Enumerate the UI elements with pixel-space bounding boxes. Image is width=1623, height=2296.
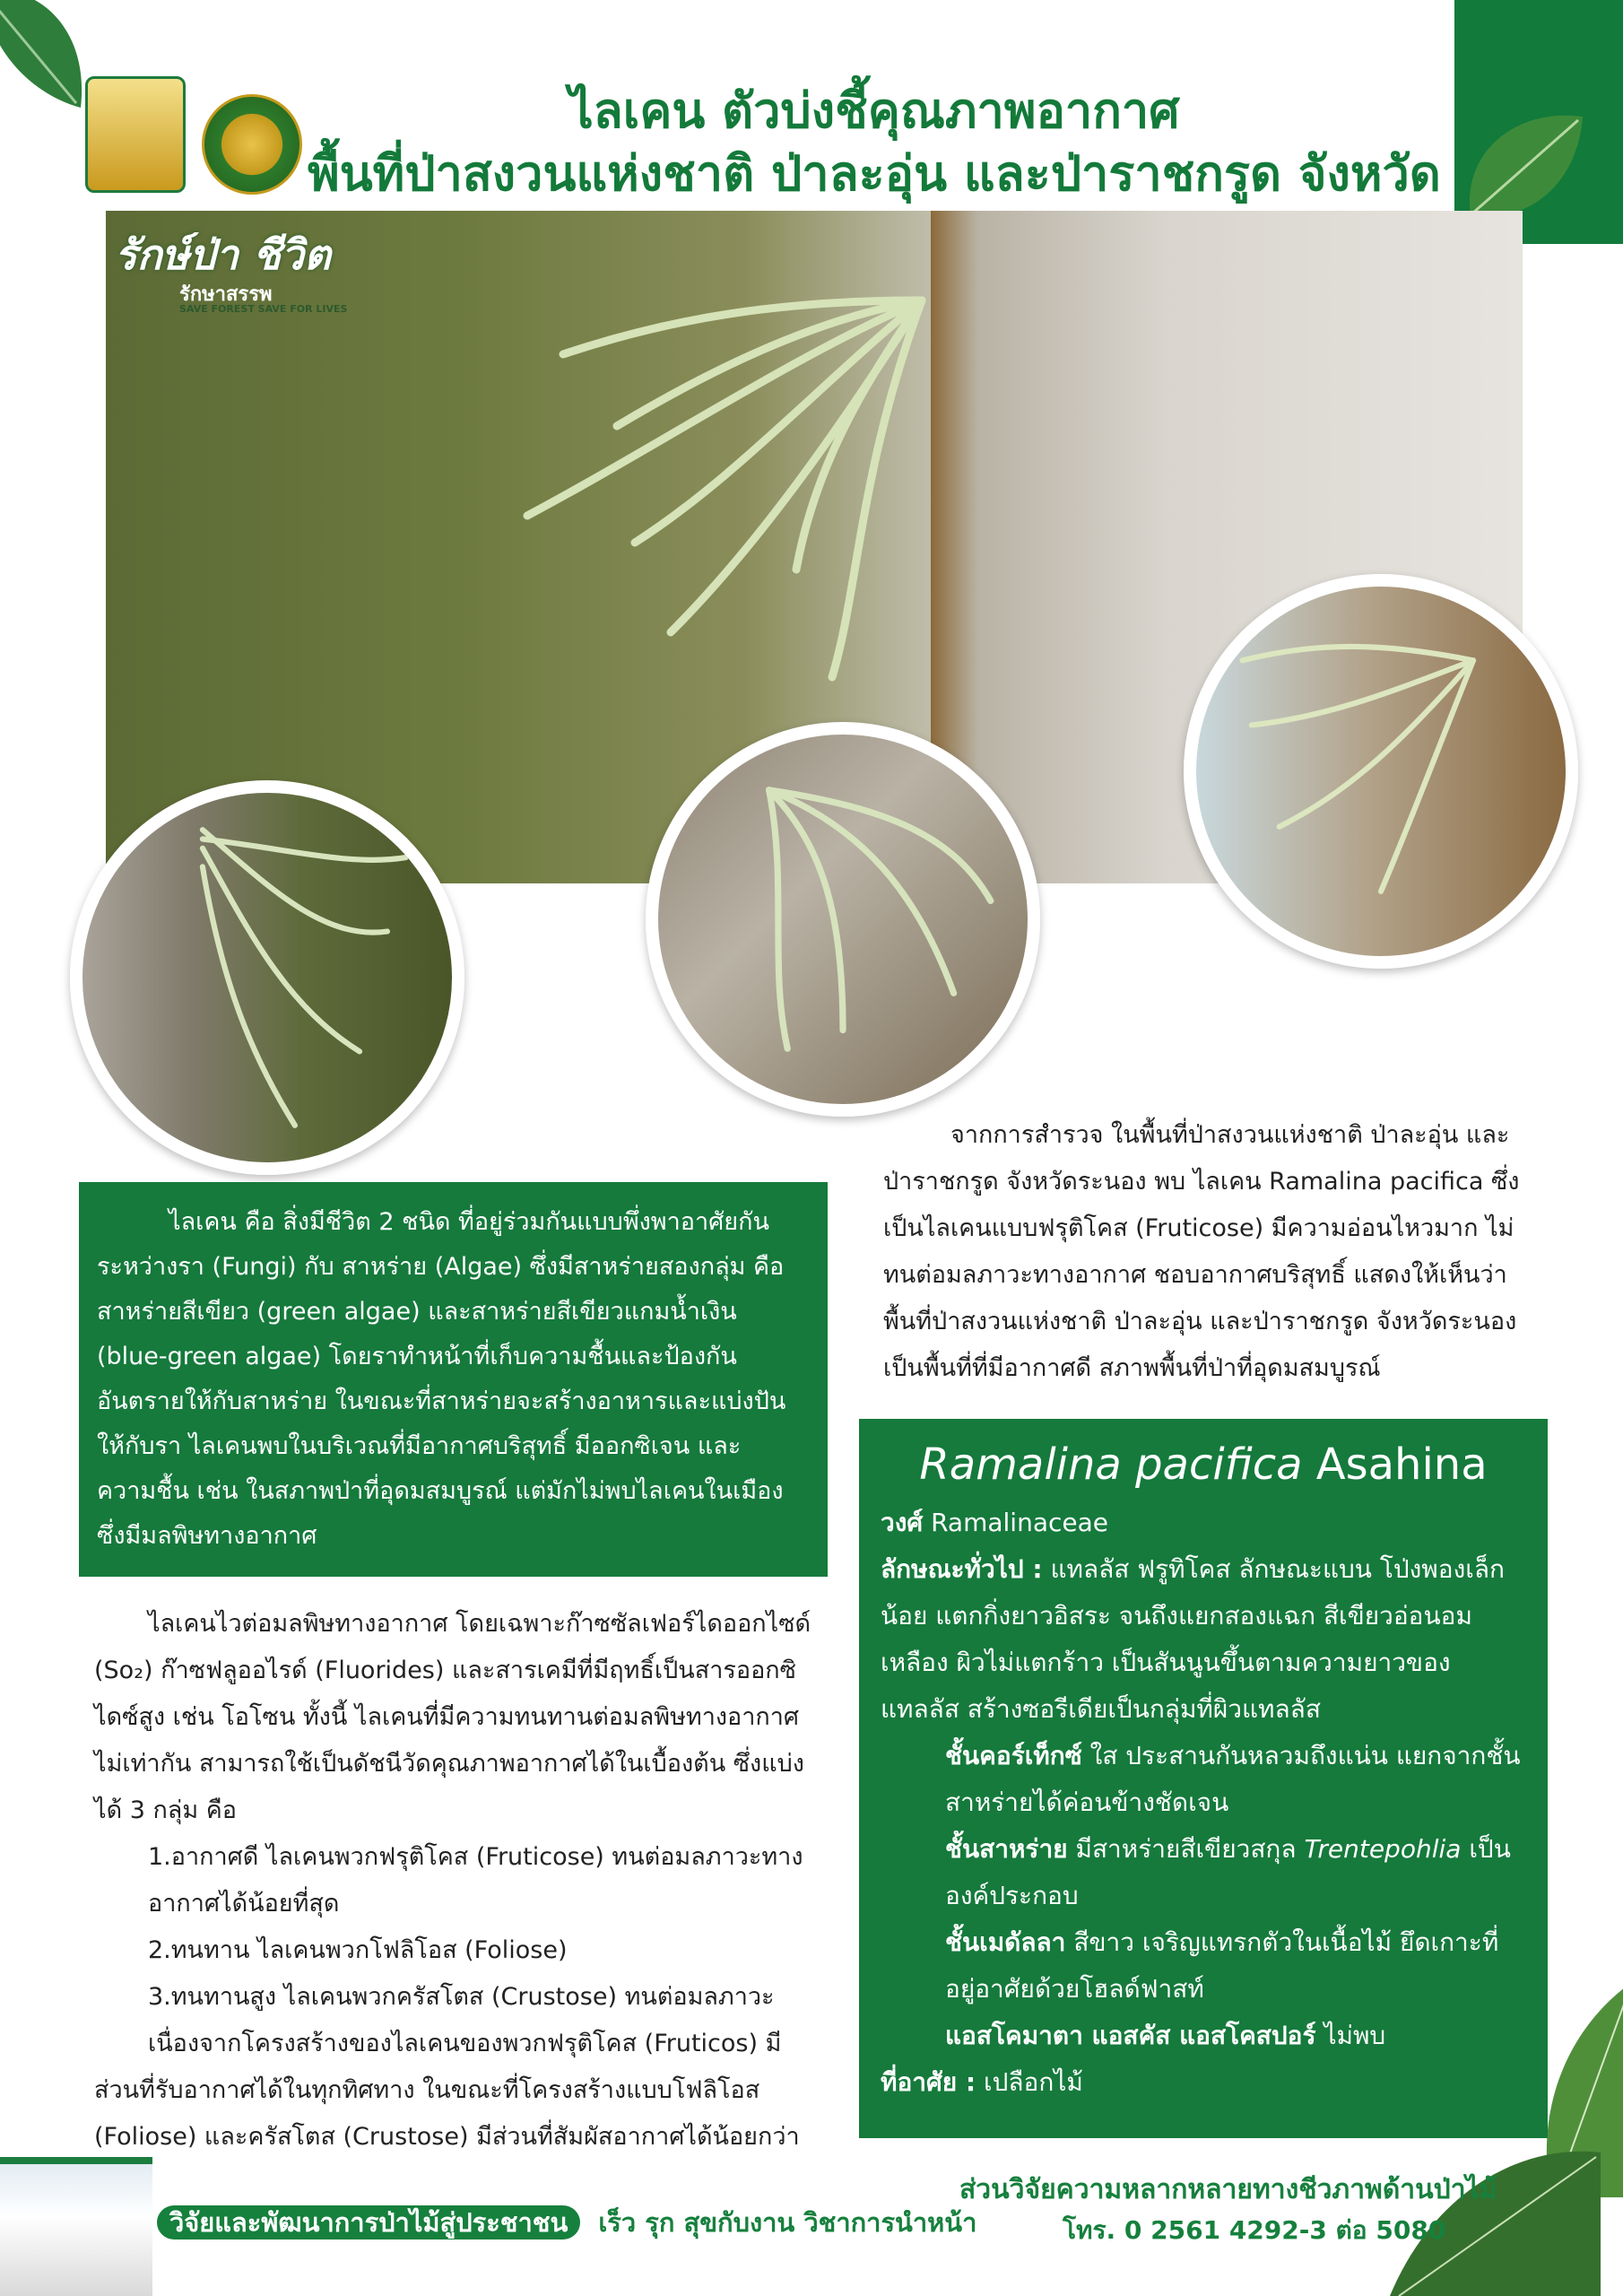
family-label: วงศ์	[881, 1508, 924, 1537]
footer-motto: เร็ว รุก สุขกับงาน วิชาการนำหน้า	[598, 2207, 977, 2238]
general-value: แทลลัส ฟรูทิโคส ลักษณะแบน โป่งพองเล็กน้อย แตกกิ่งยาวอิสระ จนถึงแยกสองแฉก สีเขียวอ่อนอมเหลือง ผิวไม่แตกร้าว เป็นสันนูนขึ้นตามความยาวของแทลลัส สร้างซอรีเดียเป็นกลุ่มที่ผิวแทลลัส	[881, 1554, 1505, 1724]
algae-label: ชั้นสาหร่าย	[945, 1834, 1068, 1864]
cortex-label: ชั้นคอร์เท็กซ์	[945, 1741, 1082, 1770]
page-subtitle: พื้นที่ป่าสงวนแห่งชาติ ป่าละอุ่น และป่าราชกรูด จังหวัด	[308, 145, 1441, 202]
lichen-icon	[82, 793, 452, 1162]
family-value: Ramalinaceae	[931, 1508, 1108, 1537]
campaign-logo-sub: รักษาสรรพ	[179, 283, 273, 306]
page-title: ไลเคน ตัวบ่งชี้คุณภาพอากาศ	[568, 83, 1180, 139]
lichen-definition-text: ไลเคน คือ สิ่งมีชีวิต 2 ชนิด ที่อยู่ร่วมกันแบบพึ่งพาอาศัยกัน ระหว่างรา (Fungi) กับ สาหร่าย (Algae) ซึ่งมีสาหร่ายสองกลุ่ม คือ สาหร่ายสีเขียว (green algae) และสาหร่ายสีเขียวแกมน้ำเงิน (blue-green algae) โดยราทำหน้าที่เก็บความชื้นและป้องกันอันตรายให้กับสาหร่าย ในขณะที่สาหร่ายจะสร้างอาหารและแบ่งปันให้กับรา ไลเคนพบในบริเวณที่มีอากาศบริสุทธิ์ มีออกซิเจน และความชื้น เช่น ในสภาพป่าที่อุดมสมบูรณ์ แต่มักไม่พบไลเคนในเมือง ซึ่งมีมลพิษทางอากาศ	[97, 1208, 786, 1550]
species-name: Ramalina pacifica	[919, 1439, 1303, 1490]
footer-phone: โทร. 0 2561 4292-3 ต่อ 5080	[1063, 2215, 1446, 2245]
asco-label: แอสโคมาตา แอสคัส แอสโคสปอร์	[945, 2021, 1316, 2050]
lichen-icon	[1196, 587, 1566, 956]
ministry-emblem	[85, 76, 186, 193]
asco-value: ไม่พบ	[1324, 2021, 1386, 2050]
cortex-value: ใส ประสานกันหลวมถึงแน่น แยกจากชั้นสาหร่ายได้ค่อนข้างชัดเจน	[945, 1741, 1521, 1817]
lichen-definition-box	[79, 1182, 828, 1577]
algae-value: มีสาหร่ายสีเขียวสกุล	[1075, 1834, 1297, 1864]
medulla-row	[881, 1919, 1526, 2013]
lichen-closeup-photo	[646, 722, 1040, 1117]
campaign-tagline: SAVE FOREST SAVE FOR LIVES	[179, 303, 348, 315]
footer-slogan: วิจัยและพัฒนาการป่าไม้สู่ประชาชน	[157, 2205, 580, 2239]
habitat-row	[881, 2059, 1526, 2106]
pollution-paragraph: ไลเคนไวต่อมลพิษทางอากาศ โดยเฉพาะก๊าซซัลเฟอร์ไดออกไซด์ (So₂) ก๊าซฟลูออไรด์ (Fluorides) และสารเคมีที่มีฤทธิ์เป็นสารออกซิไดซ์สูง เช่น โอโซน ทั้งนี้ ไลเคนที่มีความทนทานต่อมลพิษทางอากาศไม่เท่ากัน สามารถใช้เป็นดัชนีวัดคุณภาพอากาศได้ในเบื้องต้น ซึ่งแบ่งได้ 3 กลุ่ม คือ	[94, 1610, 812, 1824]
species-info-box	[859, 1419, 1548, 2138]
general-row	[881, 1546, 1526, 1733]
medulla-label: ชั้นเมดัลลา	[945, 1927, 1066, 1957]
air-quality-text	[94, 1601, 816, 2161]
monstera-leaf-icon	[0, 0, 99, 126]
family-row	[881, 1500, 1526, 1546]
group-item-2: 2.ทนทาน ไลเคนพวกโฟลิโอส (Foliose)	[148, 1936, 568, 1964]
asco-row	[881, 2013, 1526, 2059]
lichen-closeup-photo	[70, 780, 464, 1175]
structure-paragraph: เนื่องจากโครงสร้างของไลเคนของพวกฟรุติโคส (Fruticos) มีส่วนที่รับอากาศได้ในทุกทิศทาง ในขณะที่โครงสร้างแบบโฟลิโอส (Foliose) และครัสโตส (Crustose) มีส่วนที่สัมผัสอากาศได้น้อยกว่า	[94, 2030, 800, 2151]
species-author: Asahina	[1315, 1439, 1488, 1490]
group-item-3: 3.ทนทานสูง ไลเคนพวกครัสโตส (Crustose) ทนต่อมลภาวะ	[148, 1983, 775, 2011]
royal-forest-department-seal	[202, 94, 302, 195]
habitat-value: เปลือกไม้	[984, 2067, 1083, 2097]
algae-genus: Trentepohlia	[1304, 1834, 1462, 1864]
algae-row	[881, 1826, 1526, 1919]
species-title	[881, 1435, 1526, 1494]
habitat-label: ที่อาศัย :	[881, 2067, 976, 2097]
cortex-row	[881, 1733, 1526, 1826]
office-building-photo	[0, 2157, 152, 2296]
algae-end: เป็นองค์ประกอบ	[945, 1834, 1511, 1910]
medulla-value: สีขาว เจริญแทรกตัวในเนื้อไม้ ยึดเกาะที่อยู่อาศัยด้วยโฮลด์ฟาสท์	[945, 1927, 1499, 2004]
monstera-leaf-icon	[1462, 108, 1587, 224]
campaign-logo: รักษ์ป่า ชีวิต	[115, 230, 331, 279]
lichen-icon	[438, 247, 940, 713]
lichen-icon	[658, 735, 1028, 1104]
lichen-closeup-photo	[1184, 574, 1578, 969]
footer-organization: ส่วนวิจัยความหลากหลายทางชีวภาพด้านป่าไม้	[959, 2174, 1497, 2205]
group-item-1: 1.อากาศดี ไลเคนพวกฟรุติโคส (Fruticose) ทนต่อมลภาวะทางอากาศได้น้อยที่สุด	[148, 1843, 803, 1918]
footer-slogan-row	[157, 2202, 976, 2243]
general-label: ลักษณะทั่วไป :	[881, 1554, 1043, 1584]
survey-summary: จากการสำรวจ ในพื้นที่ป่าสงวนแห่งชาติ ป่าละอุ่น และป่าราชกรูด จังหวัดระนอง พบ ไลเคน Ramalina pacifica ซึ่งเป็นไลเคนแบบฟรุติโคส (Fruticose) มีความอ่อนไหวมาก ไม่ทนต่อมลภาวะทางอากาศ ชอบอากาศบริสุทธิ์ แสดงให้เห็นว่าพื้นที่ป่าสงวนแห่งชาติ ป่าละอุ่น และป่าราชกรูด จังหวัดระนอง เป็นพื้นที่ที่มีอากาศดี สภาพพื้นที่ป่าที่อุดมสมบูรณ์	[883, 1121, 1520, 1382]
